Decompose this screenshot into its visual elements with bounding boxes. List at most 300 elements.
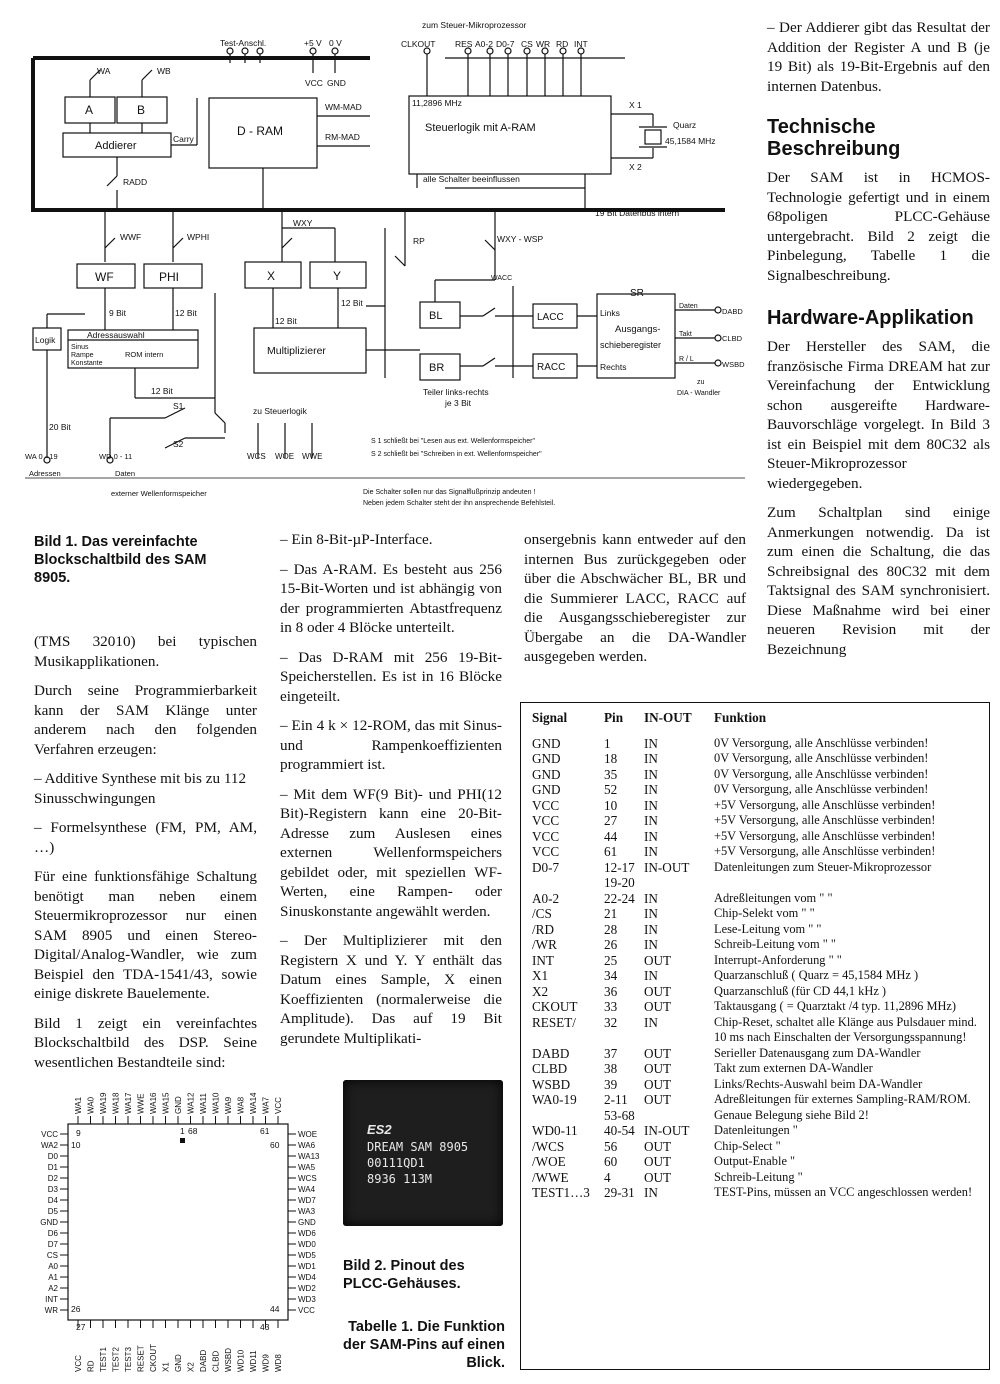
cell-direction: IN: [644, 782, 658, 797]
cell-function: Chip-Select ": [714, 1138, 781, 1153]
cell-function: 0V Versorgung, alle Anschlüsse verbinden!: [714, 735, 929, 750]
paragraph: – Additive Synthese mit bis zu 112 Sinusschwingungen: [34, 770, 247, 807]
cell-pin: 32: [604, 1014, 618, 1030]
pin-label-bottom: RD: [86, 1360, 96, 1372]
diag-label: Carry: [173, 134, 194, 144]
cell-signal: GND: [532, 782, 561, 797]
table-row: [530, 844, 982, 860]
cell-direction: IN: [644, 813, 658, 828]
pin-number: 68: [188, 1126, 198, 1136]
cell-direction: IN: [644, 766, 658, 782]
diag-label: Quarz: [673, 120, 697, 130]
pin-label-top: WA11: [199, 1093, 208, 1114]
pin-label-bottom: CLBD: [211, 1350, 221, 1372]
diag-label: Teiler links-rechts: [423, 387, 489, 397]
diag-label: S 1 schließt bei "Lesen aus ext. Wellenformspeicher": [371, 438, 535, 445]
cell-function: Quarzanschluß ( Quarz = 45,1584 MHz ): [714, 968, 919, 982]
diag-label: RD: [556, 39, 569, 49]
cell-direction: IN: [644, 937, 658, 952]
pin-label-bottom: WD9: [261, 1354, 271, 1372]
chip-marking: 00111QD1: [367, 1156, 425, 1170]
figure-caption-2: Bild 2. Pinout des PLCC-Gehäuses.: [343, 1258, 465, 1292]
pin-label-top: WA0: [86, 1096, 96, 1114]
pin-label-bottom: TEST2: [111, 1347, 121, 1372]
cell-direction: OUT: [644, 1169, 672, 1185]
diag-label: WACC: [491, 275, 513, 282]
chip-logo: ES2: [367, 1122, 392, 1137]
cell-pin: 22-24: [604, 890, 635, 906]
table-caption-1: Tabelle 1. Die Funktion der SAM-Pins auf einen Blick.: [343, 1319, 505, 1371]
paragraph: Zum Schaltplan sind einige Anmerkungen notwendig. Da ist zum einen die Schaltung, die das Schreibsignal des 80C32 mit dem Taktsignal des SAM synchronisiert. Diese Maßnahme wird bei einer neueren Revision mit der Bezeichnung: [767, 504, 990, 658]
diag-label: D0-7: [496, 39, 515, 49]
paragraph: – Das A-RAM. Es besteht aus 256 15-Bit-Worten und ist abhängig von der programmierten Abtastfrequenz in 8 oder 4 Blöcke unterteilt.: [280, 560, 502, 636]
pin-number: 60: [270, 1140, 280, 1150]
cell-pin: 44: [604, 828, 618, 844]
pin-label-bottom: DABD: [199, 1349, 208, 1372]
text-column-3: [524, 530, 746, 677]
cell-pin: 33: [604, 999, 618, 1014]
pin-label-top: WWE: [136, 1093, 146, 1114]
cell-signal: CKOUT: [532, 999, 578, 1014]
cell-pin: 36: [604, 983, 618, 999]
diag-label: CLKOUT: [401, 39, 436, 49]
cell-direction: IN: [644, 797, 658, 813]
cell-signal: VCC: [532, 797, 560, 813]
cell-signal: /WCS: [532, 1138, 565, 1154]
cell-direction: OUT: [644, 952, 672, 968]
cell-direction: IN-OUT: [644, 1123, 690, 1138]
pin-label-right: WA4: [298, 1185, 316, 1194]
paragraph: – Der Multiplizierer mit den Registern X und Y. Y enthält das Datum eines Sample, X einen Koeffizienten (normalerweise die Amplitude). Das auf 19 Bit gerundete Multiplikati-: [280, 932, 502, 1047]
diag-label: Logik: [35, 335, 56, 345]
pin-number: 43: [260, 1322, 270, 1332]
diag-label: WD 0 - 11: [99, 452, 133, 461]
column-header: Pin: [604, 710, 624, 725]
pin-label-bottom: WSBD: [224, 1348, 233, 1372]
pin-label-top: WA17: [124, 1092, 133, 1114]
diag-label: WR: [536, 39, 551, 49]
diag-label: S1: [173, 401, 184, 411]
cell-signal: GND: [532, 735, 561, 751]
cell-pin: 39: [604, 1076, 618, 1092]
diag-label: Rampe: [71, 352, 94, 359]
cell-pin: 56: [604, 1138, 618, 1154]
diag-label: S2: [173, 439, 184, 449]
table-row: [530, 1154, 982, 1170]
pin-number: 27: [76, 1322, 86, 1332]
pin-label-right: WD3: [298, 1295, 316, 1304]
diag-label: 11,2896 MHz: [412, 98, 462, 108]
paragraph: Für eine funktionsfähige Schaltung benötigt man neben einem Steuermikroprozessor nur einen SAM 8905 und einen Stereo-Digital/Analog-Wandler, wie zum Beispiel den TDA-1541/43, sowie einige diskrete Bauelemente.: [34, 868, 257, 1002]
cell-function: Taktausgang ( = Quarztakt /4 typ. 11,2896 MHz): [714, 999, 957, 1013]
chip-marking: 8936 113M: [367, 1172, 433, 1186]
cell-direction: OUT: [644, 1154, 672, 1169]
diag-label: RACC: [537, 362, 566, 373]
cell-function: +5V Versorgung, alle Anschlüsse verbinden!: [714, 844, 936, 858]
cell-function: Datenleitungen zum Steuer-Mikroprozessor: [714, 859, 932, 874]
cell-direction: IN: [644, 906, 658, 921]
pin-label-left: A0: [48, 1262, 58, 1271]
table-row: [530, 906, 982, 922]
cell-function: Datenleitungen ": [714, 1123, 798, 1137]
pin-label-bottom: X2: [186, 1362, 196, 1372]
diag-label: 12 Bit: [275, 316, 297, 326]
text-column-2: [280, 530, 502, 1058]
cell-direction: IN-OUT: [644, 859, 690, 875]
cell-direction: IN: [644, 1014, 658, 1030]
pin-label-left: D6: [47, 1229, 58, 1238]
cell-function: Quarzanschluß (für CD 44,1 kHz ): [714, 983, 887, 998]
cell-function: Schreib-Leitung ": [714, 1169, 803, 1184]
diag-label: D - RAM: [237, 124, 283, 138]
pin-label-top: WA12: [186, 1092, 196, 1114]
cell-pin: 2-11 53-68: [604, 1092, 635, 1123]
table-row: [530, 1139, 982, 1155]
diag-label: BR: [429, 362, 445, 374]
cell-signal: X1: [532, 968, 549, 983]
paragraph: – Formelsynthese (FM, PM, AM, …): [34, 819, 257, 856]
table-row: [530, 937, 982, 953]
pin-label-bottom: RESET: [136, 1345, 146, 1372]
diag-label: 45,1584 MHz: [665, 136, 716, 146]
pin-label-right: WD2: [298, 1284, 316, 1293]
cell-signal: CLBD: [532, 1061, 568, 1076]
cell-function: 0V Versorgung, alle Anschlüsse verbinden!: [714, 751, 929, 765]
cell-function: +5V Versorgung, alle Anschlüsse verbinden!: [714, 797, 936, 812]
pin-label-left: A1: [48, 1273, 58, 1282]
pin-label-right: WA6: [298, 1141, 316, 1150]
diag-label: Takt: [679, 331, 692, 338]
text-column-1: [34, 632, 257, 1082]
diag-label: Y: [333, 269, 342, 283]
diag-label: SR: [630, 288, 644, 299]
pin-label-left: GND: [40, 1218, 58, 1227]
cell-function: Chip-Reset, schaltet alle Klänge aus Pulsdauer mind. 10 ms nach Einschalten der Versorgungsspannung!: [714, 1014, 977, 1044]
signal-table: [530, 710, 982, 1201]
diag-label: WXY - WSP: [497, 234, 544, 244]
cell-pin: 35: [604, 766, 618, 782]
cell-pin: 38: [604, 1061, 618, 1076]
pin-label-right: WA5: [298, 1163, 316, 1172]
diag-label: WA: [97, 66, 111, 76]
section-heading: Technische Beschreibung: [767, 116, 901, 160]
cell-function: +5V Versorgung, alle Anschlüsse verbinden!: [714, 813, 936, 827]
table-row: [530, 1077, 982, 1093]
cell-pin: 37: [604, 1045, 618, 1061]
column-header: IN-OUT: [644, 710, 692, 725]
diag-label: WXY: [293, 218, 313, 228]
table-row: [530, 1061, 982, 1077]
cell-function: Links/Rechts-Auswahl beim DA-Wandler: [714, 1076, 923, 1091]
pin-number: 61: [260, 1126, 270, 1136]
cell-pin: 27: [604, 813, 618, 828]
pin-label-top: WA18: [111, 1092, 121, 1114]
cell-signal: GND: [532, 751, 561, 766]
chip-marking: DREAM SAM 8905: [367, 1140, 469, 1154]
diag-label: X: [267, 269, 276, 283]
pin-label-top: WA7: [261, 1096, 271, 1114]
pin-label-left: D4: [47, 1196, 58, 1205]
cell-signal: /RD: [532, 921, 554, 937]
diag-label: +5 V: [304, 38, 322, 48]
diag-label: WOE: [275, 452, 295, 461]
table-row: [530, 1092, 982, 1123]
cell-signal: DABD: [532, 1045, 570, 1061]
pin-label-bottom: GND: [174, 1354, 183, 1372]
pin-label-top: WA8: [236, 1096, 246, 1114]
cell-direction: OUT: [644, 983, 672, 999]
cell-signal: X2: [532, 983, 549, 999]
cell-function: Chip-Selekt vom " ": [714, 906, 815, 920]
diag-label: WSBD: [722, 360, 745, 369]
pin-label-left: VCC: [41, 1130, 58, 1139]
diag-label: GND: [327, 78, 346, 88]
diag-label: WWF: [120, 232, 142, 242]
diag-label: CS: [521, 39, 533, 49]
table-row: [530, 984, 982, 1000]
cell-function: Schreib-Leitung vom " ": [714, 937, 836, 951]
cell-pin: 29-31: [604, 1185, 635, 1200]
paragraph: Der Hersteller des SAM, die französische Firma DREAM hat zur Vereinfachung der Entwicklung schon ausgereifte Hardware-Bauvorschläge vorgelegt. In Bild 3 ist ein Beispiel mit dem 80C32 als Steuer-Mikroprozessor wiedergegeben.: [767, 338, 990, 492]
cell-direction: OUT: [644, 999, 672, 1014]
column-header: Signal: [532, 710, 568, 725]
cell-function: 0V Versorgung, alle Anschlüsse verbinden!: [714, 766, 929, 781]
cell-function: +5V Versorgung, alle Anschlüsse verbinden!: [714, 828, 936, 843]
cell-signal: A0-2: [532, 890, 560, 906]
diag-label: 12 Bit: [175, 308, 197, 318]
pin-label-left: WA2: [40, 1141, 58, 1150]
cell-pin: 26: [604, 937, 618, 952]
diag-label: Adressauswahl: [87, 330, 145, 340]
cell-signal: /WOE: [532, 1154, 566, 1169]
cell-direction: OUT: [644, 1061, 672, 1076]
text-column-4: [767, 18, 990, 669]
table-row: [530, 860, 982, 891]
paragraph: Bild 1 zeigt ein vereinfachtes Blockschaltbild des DSP. Seine wesentlichen Bestandteile sind:: [34, 1014, 257, 1071]
cell-signal: WD0-11: [532, 1123, 578, 1138]
cell-direction: IN: [644, 735, 658, 751]
cell-direction: OUT: [644, 1092, 672, 1107]
cell-direction: IN: [644, 921, 658, 937]
table-row: [530, 1170, 982, 1186]
pin-label-bottom: X1: [161, 1362, 171, 1372]
cell-direction: OUT: [644, 1045, 672, 1061]
signal-table-wrap: [530, 710, 986, 1201]
diag-label: B: [137, 103, 146, 117]
diag-label: schieberegister: [600, 340, 662, 350]
pin-label-bottom: WD11: [249, 1350, 258, 1372]
diag-label: S 2 schließt bei "Schreiben in ext. Wellenformspeicher": [371, 451, 542, 458]
pin-label-left: A2: [48, 1284, 58, 1293]
diag-label: Adressen: [29, 469, 61, 478]
cell-direction: IN: [644, 751, 658, 766]
pin-label-right: WD6: [298, 1229, 316, 1238]
cell-function: Output-Enable ": [714, 1154, 796, 1168]
cell-function: TEST-Pins, müssen an VCC angeschlossen werden!: [714, 1185, 973, 1199]
cell-signal: TEST1…3: [532, 1185, 590, 1200]
diag-label: 19 Bit Datenbus intern: [595, 208, 680, 218]
diag-label: WWE: [302, 452, 323, 461]
diag-label: zu: [697, 379, 705, 386]
cell-pin: 18: [604, 751, 618, 766]
figure-caption-1: Bild 1. Das vereinfachte Blockschaltbild des SAM 8905.: [34, 534, 207, 586]
pin-label-top: WA15: [161, 1092, 171, 1114]
diag-label: X 2: [629, 162, 642, 172]
pin-label-left: D0: [47, 1152, 58, 1161]
cell-pin: 1: [604, 735, 611, 751]
pin-label-top: VCC: [274, 1097, 283, 1114]
cell-pin: 21: [604, 906, 618, 921]
table-row: [530, 1185, 982, 1201]
cell-direction: IN: [644, 1185, 658, 1200]
diag-label: je 3 Bit: [445, 398, 471, 408]
diag-label: WA 0 - 19: [25, 452, 58, 461]
table-row: [530, 1015, 982, 1046]
cell-direction: IN: [644, 844, 658, 859]
cell-function: Takt zum externen DA-Wandler: [714, 1061, 873, 1075]
diag-label: DIA - Wandler: [677, 390, 721, 397]
pin-label-top: WA16: [149, 1092, 158, 1114]
table-header-row: [530, 710, 982, 736]
pin-label-top: WA19: [99, 1092, 108, 1114]
pin-label-left: D1: [47, 1163, 58, 1172]
table-row: [530, 782, 982, 798]
table-row: [530, 1046, 982, 1062]
diag-label: alle Schalter beeinflussen: [423, 174, 520, 184]
cell-signal: WSBD: [532, 1076, 571, 1092]
diag-label: WF: [95, 270, 114, 284]
table-row: [530, 736, 982, 752]
diag-label: Steuerlogik mit A-RAM: [425, 122, 536, 134]
diag-label: Addierer: [95, 140, 137, 152]
pin-label-right: WA13: [298, 1152, 320, 1161]
diag-label: RADD: [123, 177, 148, 187]
diag-label: A0-2: [475, 39, 493, 49]
block-diagram: [25, 18, 745, 510]
pin-label-bottom: CKOUT: [149, 1344, 158, 1372]
diag-label: X 1: [629, 100, 642, 110]
diag-label: RES: [455, 39, 473, 49]
cell-pin: 25: [604, 952, 618, 968]
diag-label: DABD: [722, 307, 743, 316]
cell-direction: IN: [644, 890, 658, 906]
cell-function: 0V Versorgung, alle Anschlüsse verbinden!: [714, 782, 929, 796]
diag-label: Links: [600, 308, 620, 318]
diag-label: 9 Bit: [109, 308, 127, 318]
cell-signal: GND: [532, 766, 561, 782]
cell-signal: /WR: [532, 937, 557, 952]
pin-label-right: WD1: [298, 1262, 316, 1271]
pin-label-left: INT: [45, 1295, 58, 1304]
table-row: [530, 999, 982, 1015]
pin-label-bottom: VCC: [74, 1355, 83, 1372]
cell-function: Interrupt-Anforderung " ": [714, 952, 842, 967]
pin-label-bottom: TEST1: [99, 1347, 108, 1372]
diag-label: Multiplizierer: [267, 345, 326, 357]
table-row: [530, 922, 982, 938]
pin-label-top: WA9: [224, 1096, 233, 1114]
cell-pin: 60: [604, 1154, 618, 1169]
pin-label-top: WA1: [74, 1096, 83, 1114]
cell-pin: 12-17 19-20: [604, 859, 635, 890]
section-heading: Hardware-Applikation: [767, 307, 974, 329]
cell-signal: INT: [532, 952, 554, 968]
diag-label: Sinus: [71, 344, 89, 351]
diag-label: 0 V: [329, 38, 342, 48]
diag-label: Daten: [115, 469, 136, 478]
pin-label-right: GND: [298, 1218, 316, 1227]
cell-signal: /CS: [532, 906, 552, 921]
diag-top-label: zum Steuer-Mikroprozessor: [422, 20, 527, 30]
table-row: [530, 829, 982, 845]
cell-signal: VCC: [532, 844, 560, 859]
pin-label-right: WOE: [298, 1130, 318, 1139]
pin-label-left: D2: [47, 1174, 58, 1183]
table-row: [530, 968, 982, 984]
diag-label: R / L: [679, 356, 694, 363]
cell-function: Adreßleitungen für externes Sampling-RAM/ROM. Genaue Belegung siehe Bild 2!: [714, 1092, 971, 1122]
paragraph: – Mit dem WF(9 Bit)- und PHI(12 Bit)-Registern kann eine 20-Bit-Adresse zum Auslesen eines externen Wellenformspeichers gebildet oder, mit speziellen WF-Werten, eine Rampen- oder Sinuskonstante angewählt werden.: [280, 785, 502, 920]
pin-label-right: WD4: [298, 1273, 316, 1282]
diag-label: Test-Anschl.: [220, 38, 267, 48]
diag-label: 12 Bit: [341, 298, 363, 308]
diag-label: Konstante: [71, 360, 103, 367]
cell-pin: 34: [604, 968, 618, 983]
cell-direction: OUT: [644, 1076, 672, 1092]
cell-pin: 61: [604, 844, 618, 859]
diag-label: RP: [413, 236, 425, 246]
diag-label: zu Steuerlogik: [253, 406, 307, 416]
paragraph: – Ein 4 k × 12-ROM, das mit Sinus- und Rampenkoeffizienten programmiert ist.: [280, 717, 502, 773]
plcc-pinout-diagram: [28, 1072, 328, 1378]
cell-direction: IN: [644, 968, 658, 983]
diag-label: RM-MAD: [325, 132, 360, 142]
pin-number: 1: [180, 1126, 185, 1136]
cell-signal: VCC: [532, 828, 560, 844]
paragraph: – Der Addierer gibt das Resultat der Addition der Register A und B (je 19 Bit) als 19-Bit-Ergebnis auf den internen Datenbus.: [767, 19, 990, 95]
pin-label-right: WD5: [298, 1251, 316, 1260]
pin-number: 10: [71, 1140, 81, 1150]
pin-label-left: CS: [46, 1251, 58, 1260]
cell-pin: 52: [604, 782, 618, 797]
cell-signal: RESET/: [532, 1014, 576, 1030]
cell-signal: D0-7: [532, 859, 560, 875]
pin-label-right: WCS: [298, 1174, 317, 1183]
pin-number: 26: [71, 1304, 81, 1314]
cell-signal: /WWE: [532, 1169, 569, 1185]
diag-label: WB: [157, 66, 171, 76]
pin-number: 44: [270, 1304, 280, 1314]
diag-label: VCC: [305, 78, 323, 88]
pin-label-right: WD7: [298, 1196, 316, 1205]
diag-label: WM-MAD: [325, 102, 362, 112]
pin-label-right: WA3: [298, 1207, 316, 1216]
pin-label-left: WR: [44, 1306, 58, 1315]
paragraph: Der SAM ist in HCMOS-Technologie gefertigt und in einem 68poligen PLCC-Gehäuse untergebracht. Bild 2 zeigt die Pinbelegung, Tabelle 1 die Signalbeschreibung.: [767, 169, 990, 284]
pin-label-bottom: TEST3: [124, 1347, 133, 1372]
diag-label: Die Schalter sollen nur das Signalflußprinzip andeuten !: [363, 489, 536, 496]
cell-pin: 10: [604, 797, 618, 813]
diag-label: BL: [429, 310, 443, 322]
table-row: [530, 891, 982, 907]
diag-label: PHI: [159, 270, 180, 284]
pin-label-top: GND: [174, 1096, 183, 1114]
diag-label: Ausgangs-: [615, 324, 661, 335]
cell-direction: IN: [644, 828, 658, 844]
diag-label: 12 Bit: [151, 386, 173, 396]
table-row: [530, 751, 982, 767]
diag-label: LACC: [537, 312, 564, 323]
